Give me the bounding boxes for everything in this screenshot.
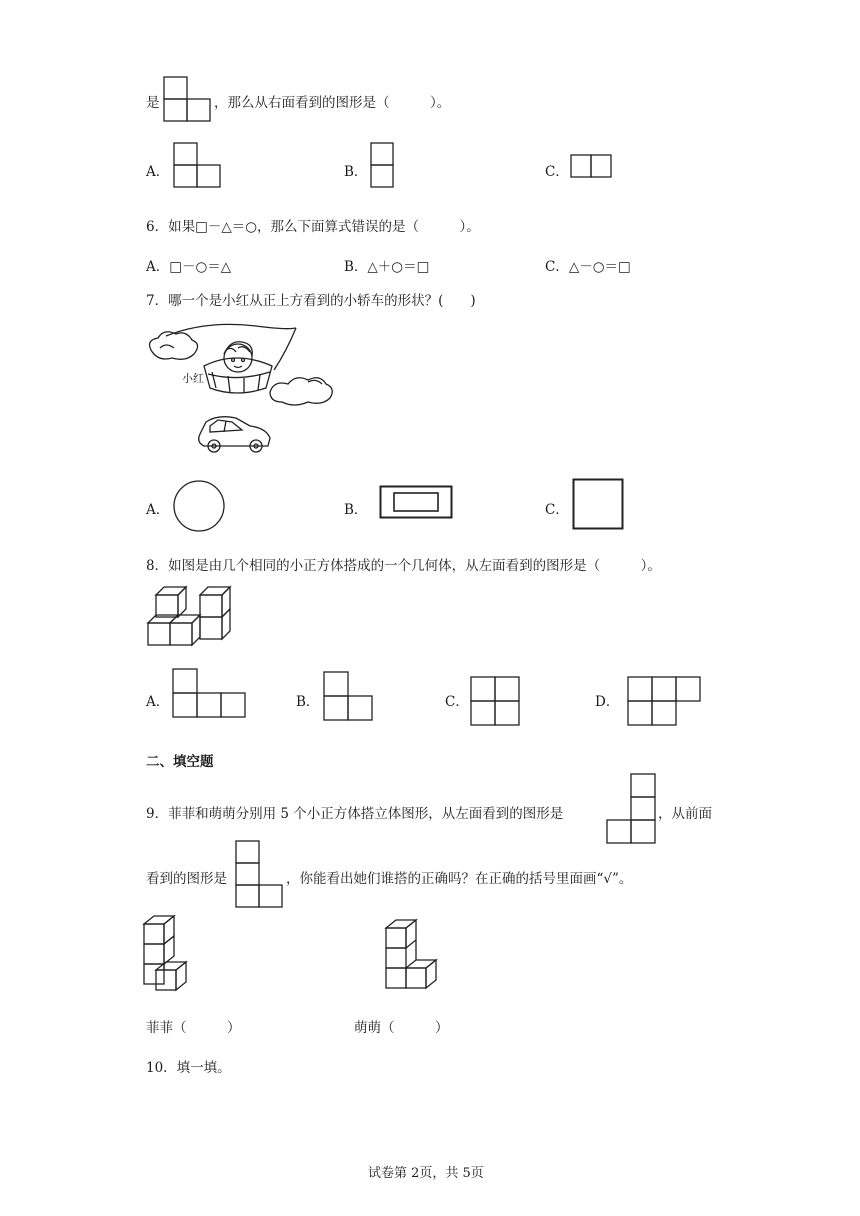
- q6-option-b-label: B．: [344, 259, 368, 275]
- q8-option-d-label[interactable]: D．: [595, 694, 620, 710]
- q6-option-c-label: C．: [545, 259, 569, 275]
- q6-option-b-text: △＋○＝□: [367, 259, 430, 275]
- q7-option-b-label[interactable]: B．: [344, 502, 368, 518]
- q9-line2-suffix: ，你能看出她们谁搭的正确吗？在正确的括号里面画“√”。: [286, 871, 633, 887]
- q9-mengmeng-answer[interactable]: 萌萌（ ）: [354, 1020, 449, 1036]
- q9-feifei-answer[interactable]: 菲菲（ ）: [146, 1020, 241, 1036]
- q6-option-a[interactable]: [146, 255, 231, 275]
- q8-option-d-figure[interactable]: [627, 676, 703, 728]
- q5-question-figure: [163, 76, 213, 124]
- q10-question-text: 10．填一填。: [146, 1060, 231, 1076]
- q8-question-text: 8．如图是由几个相同的小正方体搭成的一个几何体，从左面看到的图形是（ ）。: [146, 558, 661, 574]
- q7-option-c-label[interactable]: C．: [545, 502, 569, 518]
- q9-line2-prefix: 看到的图形是: [146, 871, 227, 887]
- q5-suffix: ，那么从右面看到的图形是（ ）。: [214, 95, 451, 111]
- q7-option-b-rectangle-figure[interactable]: [379, 485, 455, 521]
- q9-front-view-figure: [235, 840, 285, 910]
- q8-option-c-label[interactable]: C．: [445, 694, 469, 710]
- q9-left-view-figure: [606, 773, 658, 845]
- q5-option-a-label[interactable]: A．: [146, 164, 170, 180]
- q8-cube-structure-figure: [146, 585, 236, 649]
- q6-option-a-text: □－○＝△: [169, 259, 232, 275]
- q7-option-a-circle-figure[interactable]: [172, 480, 228, 534]
- q7-xiaohong-label: 小红: [182, 372, 204, 385]
- q9-line1-text: 9．菲菲和萌萌分别用 5 个小正方体搭立体图形，从左面看到的图形是: [146, 806, 564, 822]
- q5-option-c-figure[interactable]: [570, 154, 614, 180]
- q9-feifei-cube-figure[interactable]: [142, 914, 202, 994]
- q9-line1-tail: ，从前面: [658, 806, 712, 822]
- q5-option-b-label[interactable]: B．: [344, 164, 368, 180]
- q5-option-b-figure[interactable]: [370, 142, 396, 190]
- q6-option-c[interactable]: [545, 255, 631, 275]
- q5-option-c-label[interactable]: C．: [545, 164, 569, 180]
- q8-option-b-figure[interactable]: [323, 671, 375, 723]
- section-title-fill-in: 二、填空题: [146, 754, 214, 770]
- q7-question-text: 7．哪一个是小红从正上方看到的小轿车的形状？( ): [146, 293, 476, 309]
- q8-option-c-figure[interactable]: [470, 676, 522, 728]
- q7-option-a-label[interactable]: A．: [146, 502, 170, 518]
- q7-illustration-balloon-car: [146, 322, 336, 462]
- q8-option-b-label[interactable]: B．: [296, 694, 320, 710]
- q5-prefix: 是: [146, 95, 160, 111]
- q6-question-text: 6．如果□－△＝○，那么下面算式错误的是（ ）。: [146, 219, 480, 235]
- q5-option-a-figure[interactable]: [173, 142, 223, 190]
- page-footer: 试卷第 2页，共 5页: [368, 1166, 484, 1181]
- q6-option-c-text: △－○＝□: [568, 259, 631, 275]
- q6-option-b[interactable]: [344, 255, 429, 275]
- q6-option-a-label: A．: [146, 259, 170, 275]
- q8-option-a-figure[interactable]: [172, 668, 248, 720]
- q8-option-a-label[interactable]: A．: [146, 694, 170, 710]
- q9-mengmeng-cube-figure[interactable]: [384, 918, 448, 990]
- q7-option-c-square-figure[interactable]: [572, 478, 626, 532]
